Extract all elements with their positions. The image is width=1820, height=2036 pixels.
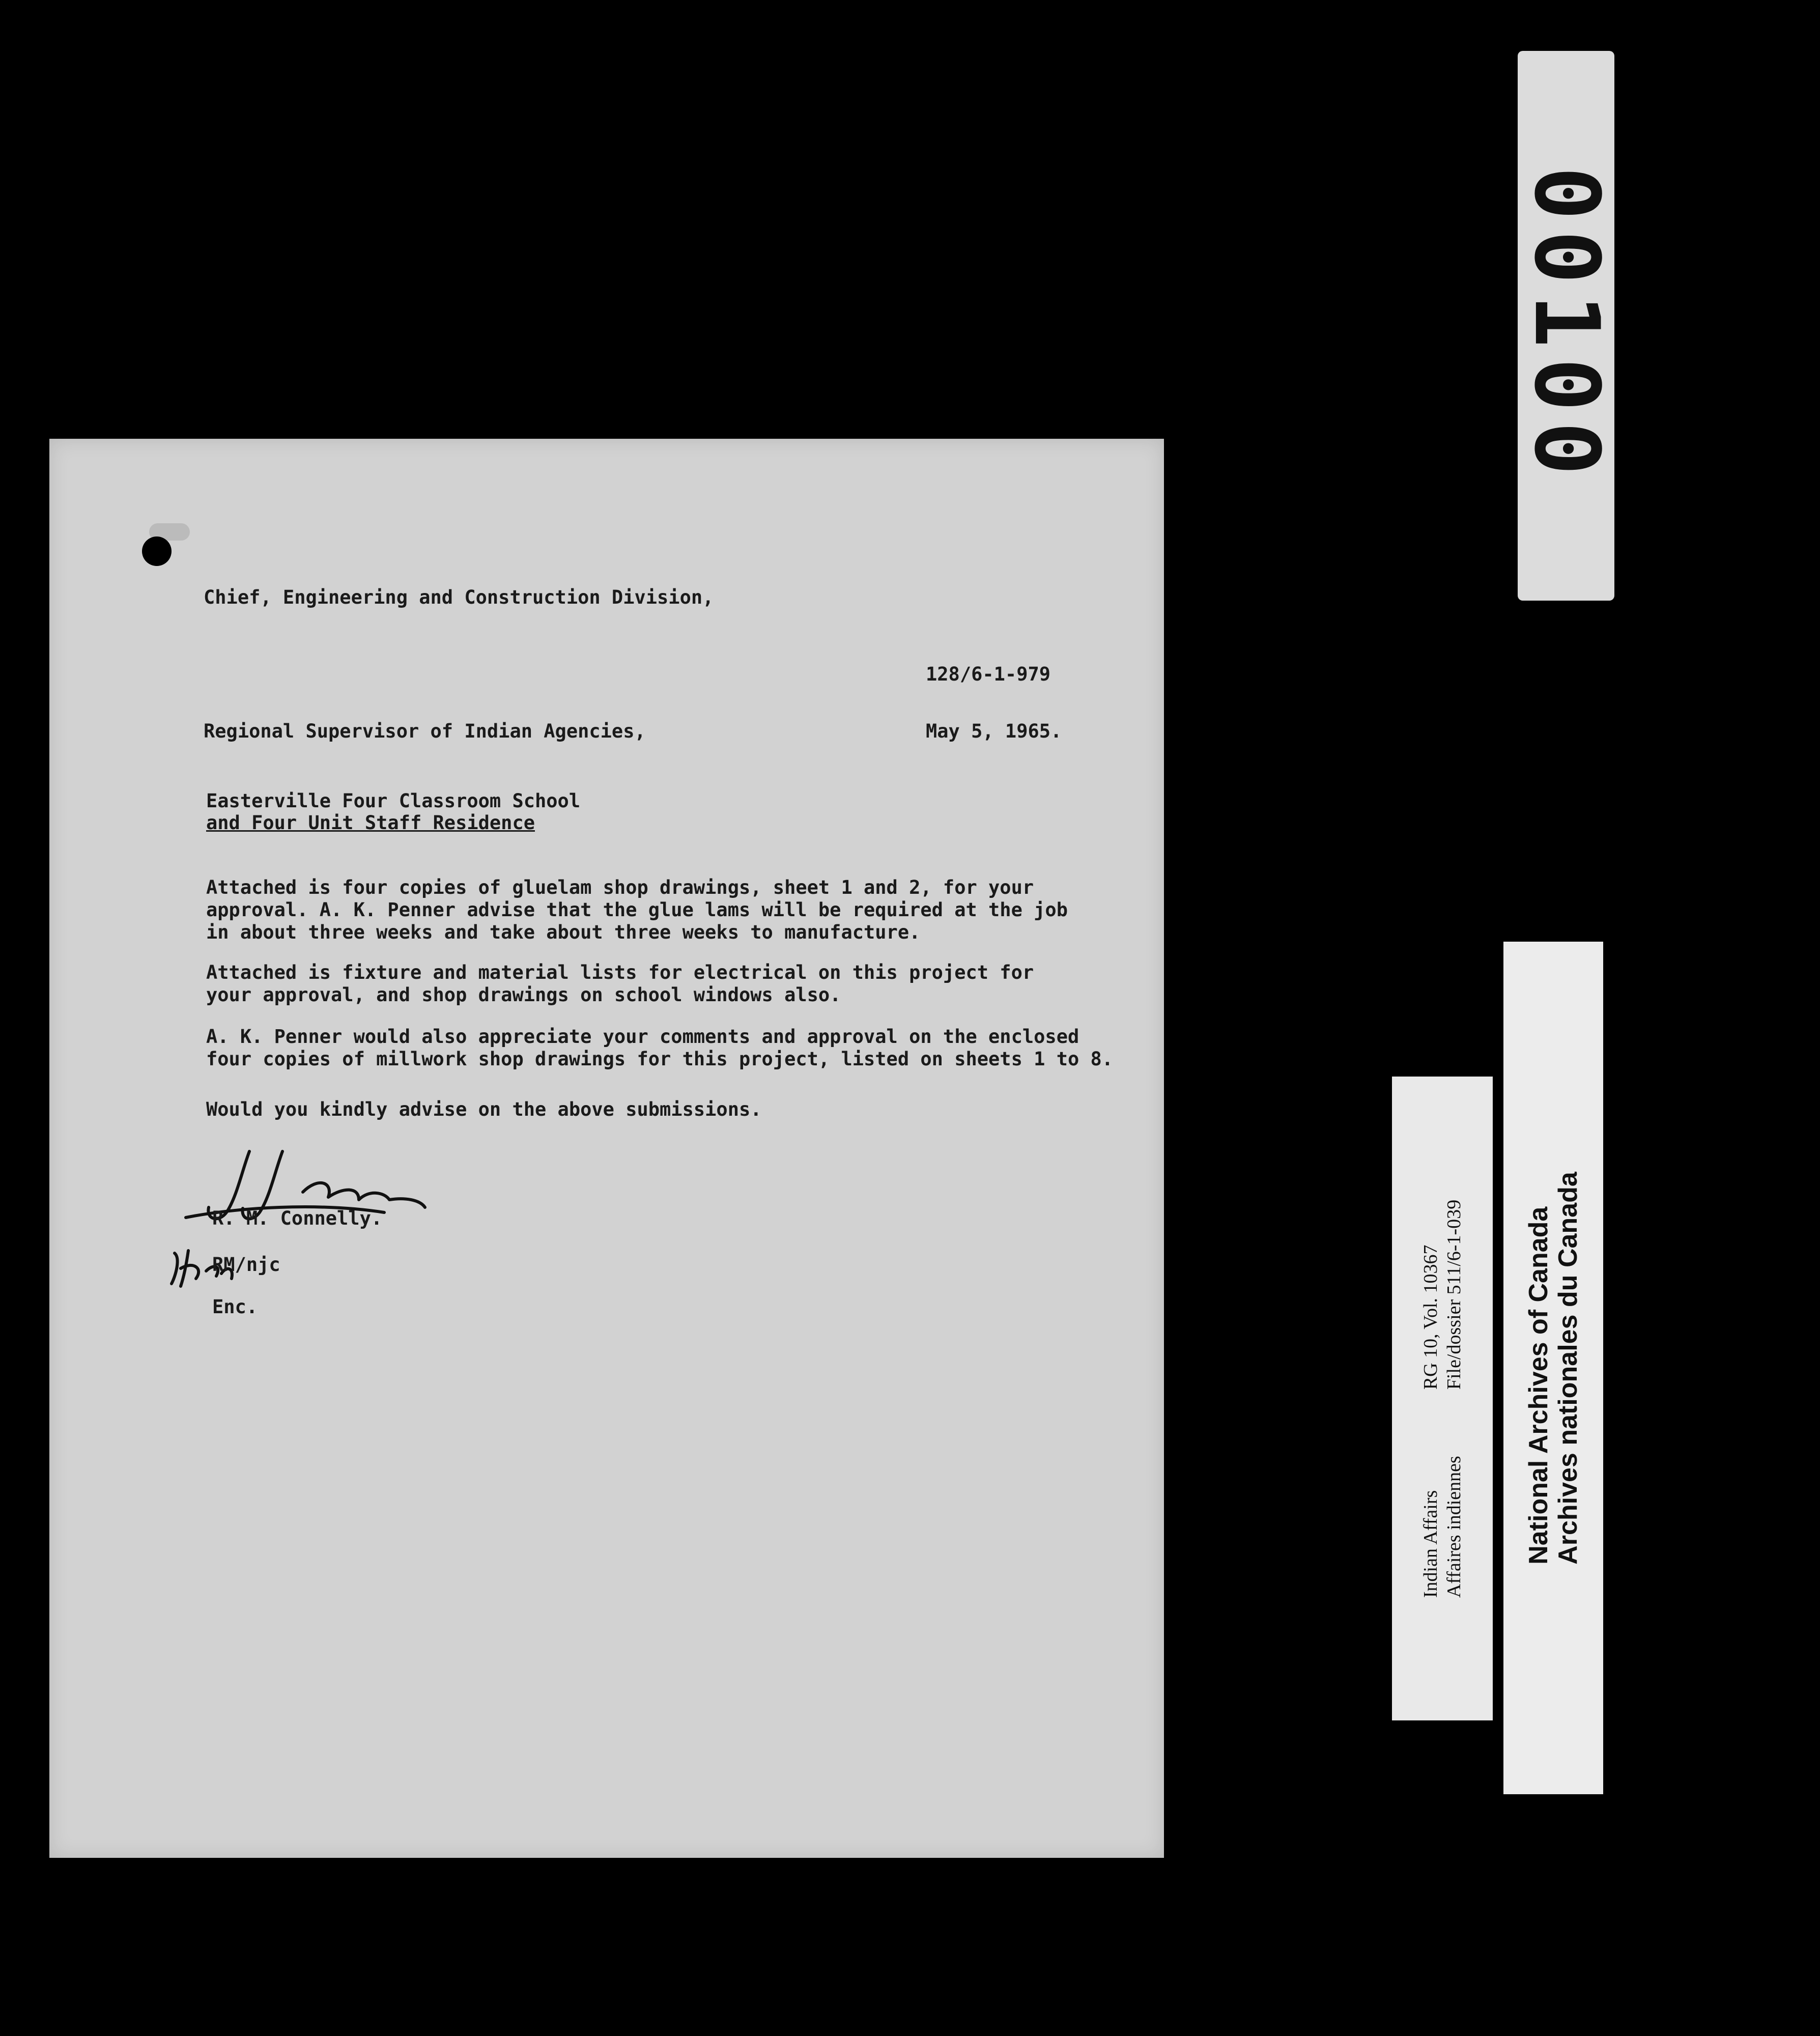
paragraph-4: Would you kindly advise on the above submissions. [206,1098,762,1120]
department-column [1419,1456,1466,1598]
paragraph-3-line-1: A. K. Penner would also appreciate your comments and approval on the enclosed [206,1026,1079,1048]
paragraph-1-line-2: approval. A. K. Penner advise that the glue lams will be required at the job [206,899,1068,921]
department-english: Indian Affairs [1420,1490,1441,1598]
letter-page [49,439,1164,1858]
sender: Regional Supervisor of Indian Agencies, [204,720,646,742]
paragraph-2-line-2: your approval, and shop drawings on school windows also. [206,984,841,1006]
archive-institution-label [1503,942,1603,1794]
institution-name-english: National Archives of Canada [1524,1206,1553,1565]
paragraph-3-line-2: four copies of millwork shop drawings for this project, listed on sheets 1 to 8. [206,1048,1114,1070]
paragraph-1-line-3: in about three weeks and take about three weeks to manufacture. [206,921,921,943]
enclosure-note: Enc. [212,1296,258,1318]
punch-hole [142,536,172,566]
paragraph-1-line-1: Attached is four copies of gluelam shop drawings, sheet 1 and 2, for your [206,876,1034,898]
subject-line-1: Easterville Four Classroom School [206,790,581,812]
letter-date: May 5, 1965. [926,720,1062,742]
department-french: Affaires indiennes [1443,1455,1465,1598]
signatory-name: R. M. Connelly. [212,1207,383,1229]
archive-reference-label [1392,1077,1493,1720]
frame-number: 00100 [1514,166,1618,486]
typist-initials: RM/njc [212,1254,280,1276]
institution-name-french: Archives nationales du Canada [1553,1171,1583,1565]
file-reference: 128/6-1-979 [926,663,1051,685]
frame-counter [1514,51,1618,601]
addressee: Chief, Engineering and Construction Division, [204,586,714,608]
paragraph-2-line-1: Attached is fixture and material lists for electrical on this project for [206,962,1034,983]
record-group-volume: RG 10, Vol. 10367 [1420,1244,1441,1390]
file-dossier-number: File/dossier 511/6-1-039 [1443,1199,1465,1390]
subject-line-2: and Four Unit Staff Residence [206,812,535,834]
file-column [1419,1199,1466,1389]
